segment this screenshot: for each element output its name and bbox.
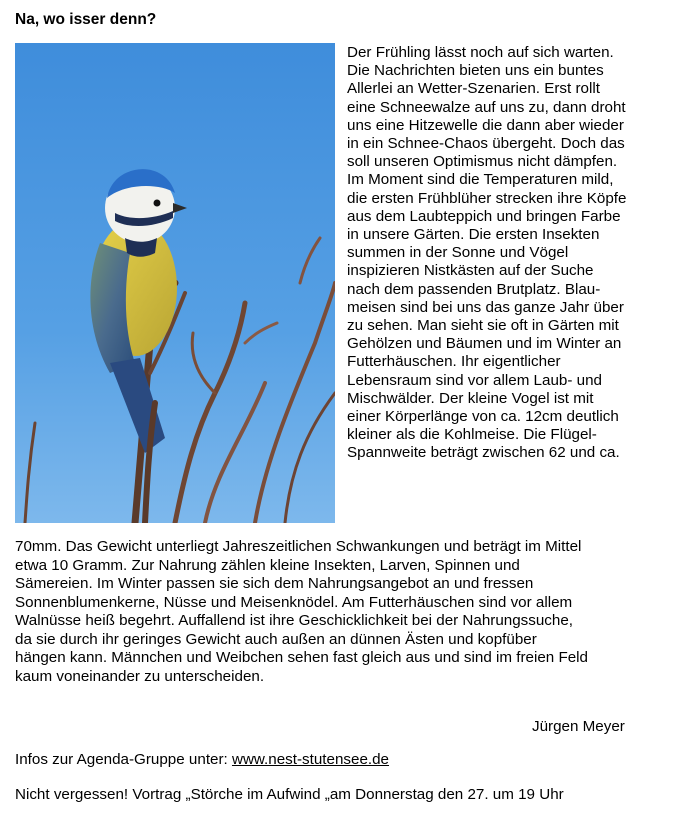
article-text-full-width: 70mm. Das Gewicht unterliegt Jahreszeitlichen Schwankungen und beträgt im Mittel etwa 10 Gramm. Zur Nahrung zählen kleine Insekten, Larven, Spinnen und Sämereien. Im Winter passen sie sich dem Nahrungsangebot an und fressen Sonnenblumenkerne, Nüsse und Meisenknödel. Am Futterhäuschen sind vor allem Walnüsse heiß begehrt. Auffallend ist ihre Geschicklichkeit bei der Nahrungssuche, da sie durch ihr geringes Gewicht auch außen an dünnen Ästen und kopfüber hängen kann. Männchen und Weibchen sehen fast gleich aus und sind im freien Feld kaum voneinander zu unterscheiden. <box>15 538 589 685</box>
lecture-notice: Nicht vergessen! Vortrag „Störche im Aufwind „am Donnerstag den 27. um 19 Uhr <box>15 786 564 803</box>
article-text-column: Der Frühling lässt noch auf sich warten. Die Nachrichten bieten uns ein buntes Allerlei an Wetter-Szenarien. Erst rollt eine Schneewalze auf uns zu, dann droht uns eine Hitzewelle die dann aber wieder in ein Schnee-Chaos übergeht. Doch das soll unseren Optimismus nicht dämpfen. Im Moment sind die Temperaturen mild, die ersten Frühblüher strecken ihre Köpfe aus dem Laubteppich und bringen Farbe in unsere Gärten. Die ersten Insekten summen in der Sonne und Vögel inspizieren Nistkästen auf der Suche nach dem passenden Brutplatz. Blau- meisen sind bei uns das ganze Jahr über zu sehen. Man sieht sie oft in Gärten mit Gehölzen und Bäumen und im Winter an Futterhäuschen. Ihr eigentlicher Lebensraum sind vor allem Laub- und Mischwälder. Der kleine Vogel ist mit einer Körperlänge von ca. 12cm deutlich kleiner als die Kohlmeise. Die Flügel- Spannweite beträgt zwischen 62 und ca. <box>347 44 627 462</box>
blue-tit-photo <box>15 43 335 523</box>
info-prefix: Infos zur Agenda-Gruppe unter: <box>15 751 232 768</box>
article-title: Na, wo isser denn? <box>15 11 157 28</box>
info-line <box>15 751 389 768</box>
website-link[interactable]: www.nest-stutensee.de <box>231 751 390 768</box>
author-name: Jürgen Meyer <box>532 718 625 735</box>
